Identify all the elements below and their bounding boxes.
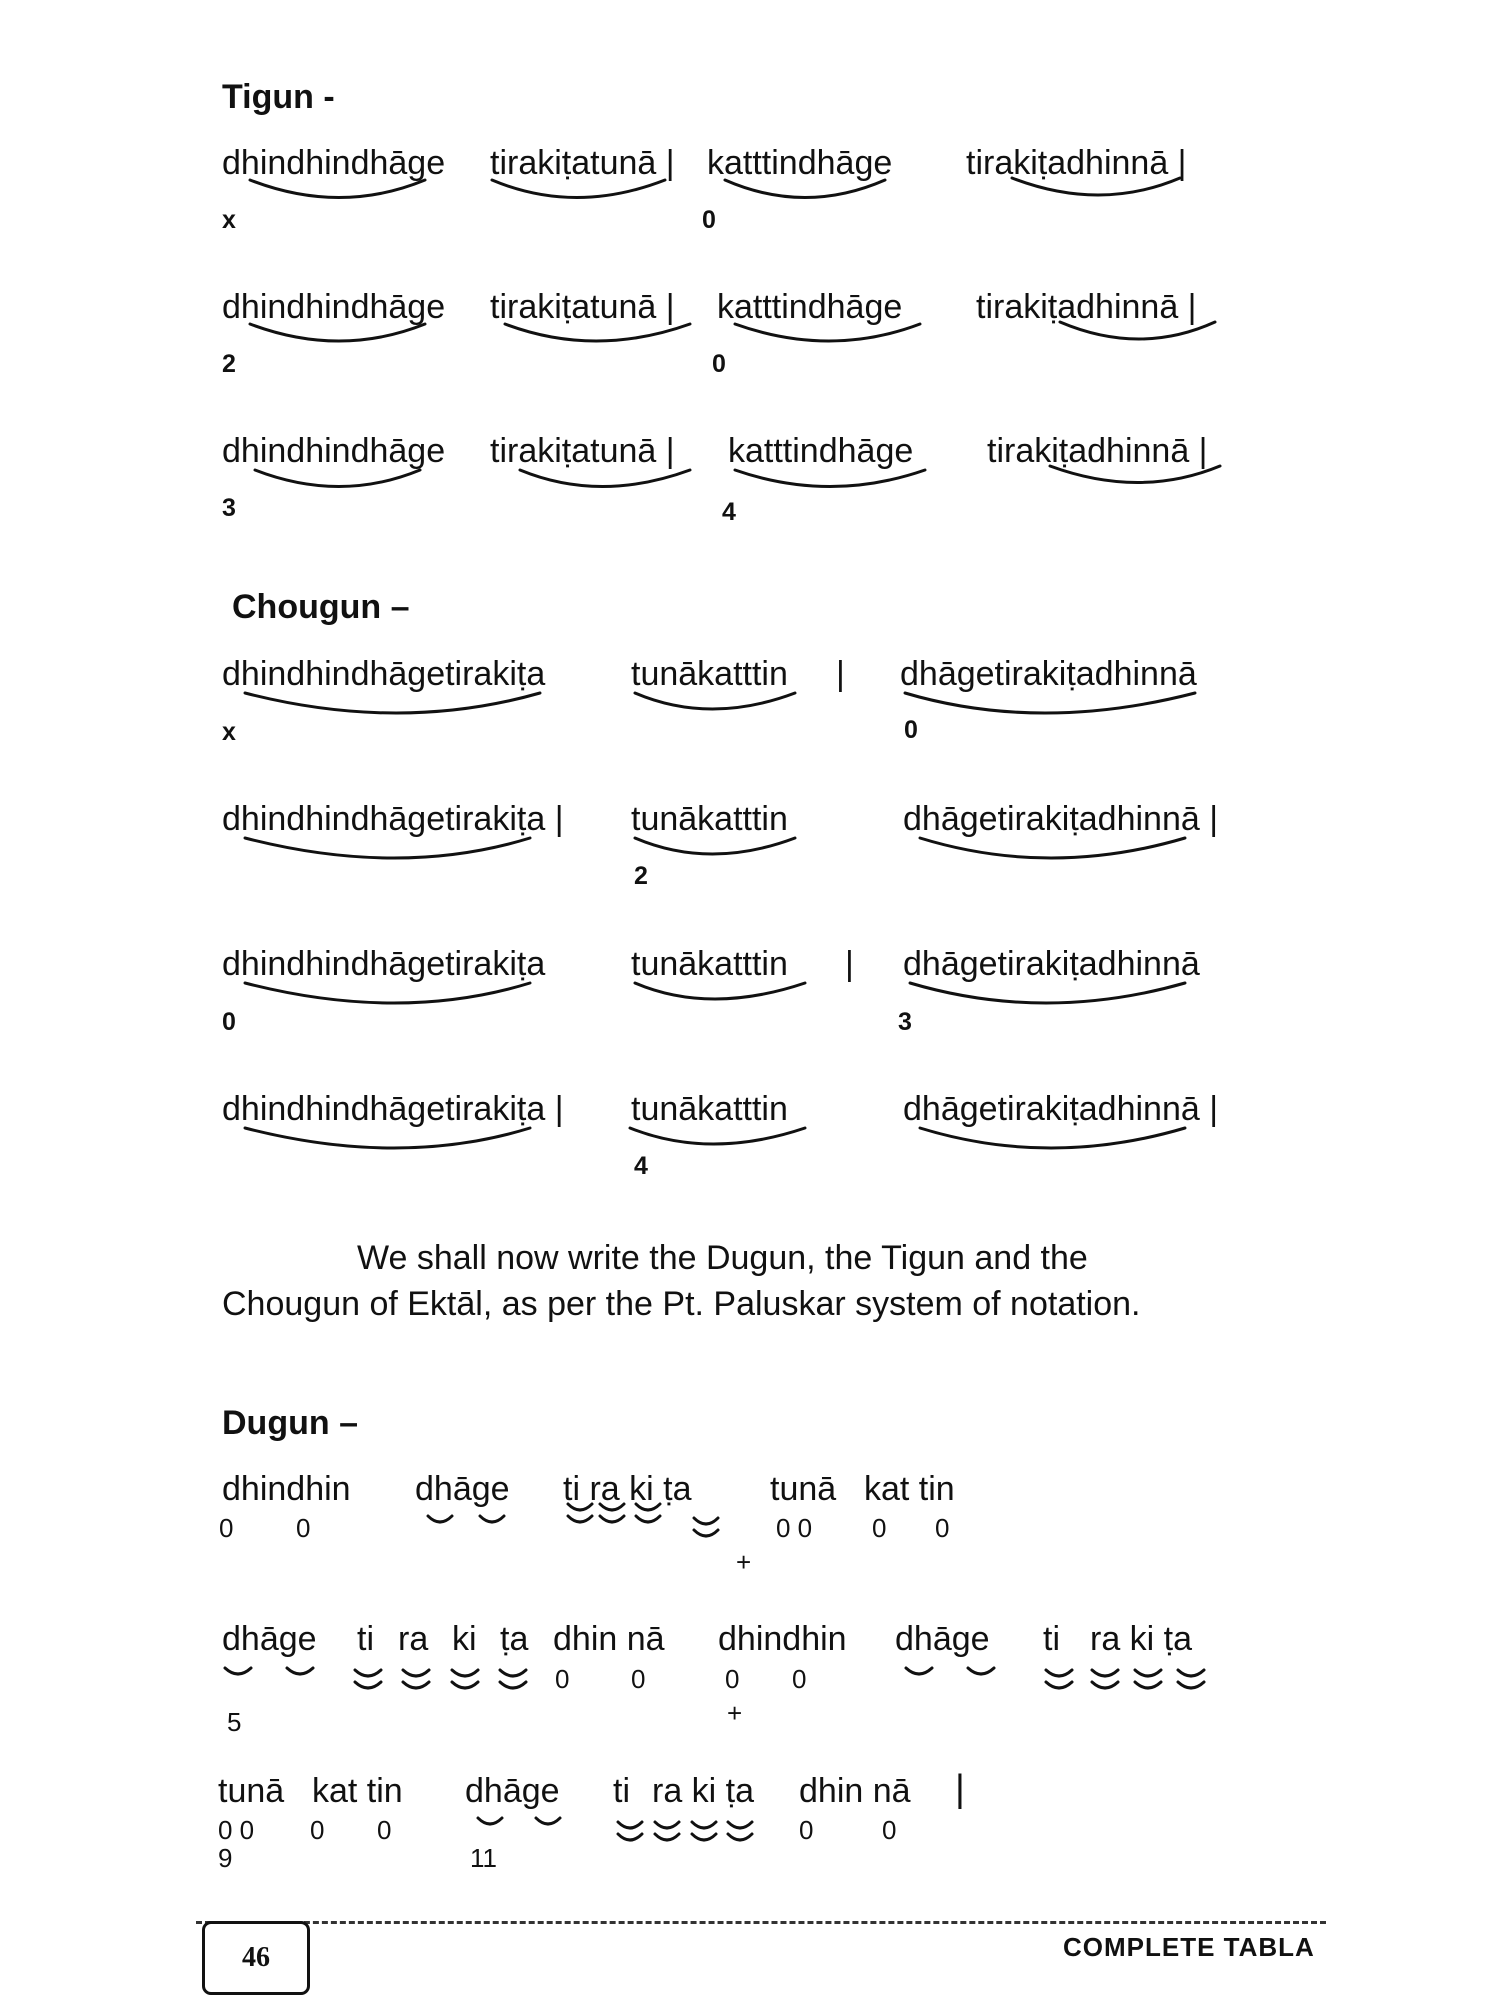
slur-arc — [428, 1516, 452, 1522]
tigun-row3-bol1: dhindhindhāge — [222, 432, 446, 470]
dugun-row2-zero4: 0 — [792, 1664, 807, 1694]
dugun-row3-zero4: 0 — [799, 1815, 814, 1845]
slur-arc — [920, 838, 1185, 858]
slur-arc — [655, 1822, 679, 1828]
slur-arc — [255, 470, 420, 487]
tigun-row3-bol2: tirakiṭatunā | — [490, 432, 675, 470]
slur-arc — [520, 470, 690, 487]
tigun-row2-bol1: dhindhindhāge — [222, 288, 446, 326]
slur-arc — [403, 1670, 429, 1676]
tigun-row3-bol4: tirakiṭadhinnā | — [987, 432, 1208, 470]
chougun-row3-mark1: 0 — [222, 1008, 236, 1036]
slur-arc — [636, 1516, 660, 1522]
tigun-row2-bol2: tirakiṭatunā | — [490, 288, 675, 326]
slur-arc — [728, 1822, 752, 1828]
tigun-row3-mark2: 4 — [722, 498, 736, 526]
dugun-row2-bol6: dhin nā — [553, 1620, 665, 1658]
dugun-row2-zero3: 0 — [725, 1664, 740, 1694]
tigun-row2-mark1: 2 — [222, 350, 236, 378]
slur-arc — [694, 1518, 718, 1524]
dugun-row1-zero4: 0 — [872, 1513, 887, 1543]
dugun-row1-bol2: dhāge — [415, 1470, 510, 1508]
chougun-row3-bol3: dhāgetirakiṭadhinnā — [903, 945, 1200, 983]
dugun-row2-bol3: ra — [398, 1620, 429, 1658]
dugun-row3-zero2: 0 — [310, 1815, 325, 1845]
dugun-row1-bol4: tunā — [770, 1470, 837, 1508]
slur-arc — [1092, 1670, 1118, 1676]
dugun-row1-zero3: 0 0 — [776, 1513, 813, 1543]
dugun-row3-bol4: ti — [613, 1772, 630, 1810]
dugun-row2-mark-5: 5 — [227, 1707, 242, 1737]
tigun-row1-bol1: dhindhindhāge — [222, 144, 446, 182]
slur-arc — [655, 1834, 679, 1840]
tigun-row1-mark2: 0 — [702, 206, 716, 234]
slur-arc — [618, 1822, 642, 1828]
tigun-heading: Tigun - — [222, 78, 335, 116]
chougun-row4-bol1: dhindhindhāgetirakiṭa | — [222, 1090, 564, 1128]
chougun-row3-bar: | — [845, 945, 854, 983]
slur-arc — [905, 693, 1195, 713]
tigun-row1-mark1: x — [222, 206, 236, 234]
chougun-row1-bol2: tunākatttin — [631, 655, 788, 693]
tigun-row1-bol2: tirakiṭatunā | — [490, 144, 675, 182]
tigun-row2-bol4: tirakiṭadhinnā | — [976, 288, 1197, 326]
tigun-row2-mark2: 0 — [712, 350, 726, 378]
dugun-row2-plus: + — [727, 1698, 743, 1728]
slur-arc — [245, 983, 530, 1003]
chougun-row4-bol3: dhāgetirakiṭadhinnā | — [903, 1090, 1219, 1128]
chougun-row1-bol1: dhindhindhāgetirakiṭa — [222, 655, 546, 693]
dugun-row2-bol2: ti — [357, 1620, 374, 1658]
slur-arc — [287, 1668, 313, 1674]
slur-arc — [635, 693, 795, 709]
dugun-row3-bol2: kat tin — [312, 1772, 403, 1810]
slur-arc — [692, 1834, 716, 1840]
dugun-row1-zero2: 0 — [296, 1513, 311, 1543]
paragraph-line2: Chougun of Ektāl, as per the Pt. Paluskar system of notation. — [222, 1285, 1141, 1323]
chougun-row3-mark2: 3 — [898, 1008, 912, 1036]
dugun-row1-bol3: ti ra ki ṭa — [563, 1470, 692, 1508]
dugun-row3-bol6: dhin nā — [799, 1772, 911, 1810]
slur-arc — [906, 1668, 932, 1674]
dugun-row2-bol4: ki — [452, 1620, 477, 1658]
tigun-row3-bol3: katttindhāge — [728, 432, 914, 470]
slur-arc — [600, 1516, 624, 1522]
slur-arc — [500, 1670, 526, 1676]
chougun-row1-mark2: 0 — [904, 716, 918, 744]
slur-arc — [630, 1128, 805, 1144]
slur-arc — [1135, 1682, 1161, 1688]
slur-arc — [245, 693, 540, 713]
book-title: COMPLETE TABLA — [1063, 1932, 1315, 1962]
chougun-row3-bol1: dhindhindhāgetirakiṭa — [222, 945, 546, 983]
slur-arc — [225, 1668, 251, 1674]
chougun-row2-mark1: 2 — [634, 862, 648, 890]
dugun-row3-bol5: ra ki ṭa — [652, 1772, 755, 1810]
chougun-row2-bol1: dhindhindhāgetirakiṭa | — [222, 800, 564, 838]
tigun-row1-bol4: tirakiṭadhinnā | — [966, 144, 1187, 182]
slur-arc — [568, 1516, 592, 1522]
dugun-row3-bar: | — [955, 1768, 965, 1810]
slur-arc — [452, 1682, 478, 1688]
dugun-row3-mark-11: 11 — [470, 1843, 497, 1873]
chougun-row1-bar: | — [836, 655, 845, 693]
chougun-row2-bol3: dhāgetirakiṭadhinnā | — [903, 800, 1219, 838]
slur-arc — [920, 1128, 1185, 1148]
dugun-row3-bol3: dhāge — [465, 1772, 560, 1810]
dugun-row1-zero5: 0 — [935, 1513, 950, 1543]
dugun-row2-bol1: dhāge — [222, 1620, 317, 1658]
footer-divider — [196, 1921, 1326, 1924]
slur-arc — [694, 1530, 718, 1536]
dugun-row2-bol9: ti — [1043, 1620, 1060, 1658]
slur-arc — [403, 1682, 429, 1688]
dugun-row2-zero1: 0 — [555, 1664, 570, 1694]
slur-arc — [452, 1670, 478, 1676]
slur-arc — [245, 1128, 530, 1148]
paragraph-line1: We shall now write the Dugun, the Tigun and the — [357, 1239, 1088, 1277]
chougun-row4-bol2: tunākatttin — [631, 1090, 788, 1128]
dugun-row1-plus: + — [736, 1547, 752, 1577]
dugun-row1-bol1: dhindhin — [222, 1470, 351, 1508]
dugun-row3-zero5: 0 — [882, 1815, 897, 1845]
dugun-row2-bol5: ṭa — [500, 1620, 529, 1658]
slur-arc — [635, 838, 795, 854]
chougun-row1-bol3: dhāgetirakiṭadhinnā — [900, 655, 1197, 693]
chougun-row4-mark1: 4 — [634, 1152, 648, 1180]
slur-arc — [1046, 1670, 1072, 1676]
slur-arc — [478, 1818, 502, 1824]
page-number: 46 — [202, 1921, 310, 1995]
slur-arc — [1092, 1682, 1118, 1688]
slur-arc — [355, 1682, 381, 1688]
slur-arc — [355, 1670, 381, 1676]
dugun-row3-bol1: tunā — [218, 1772, 285, 1810]
slur-arc — [735, 470, 925, 487]
slur-arc — [1178, 1670, 1204, 1676]
slur-arc — [635, 983, 805, 999]
dugun-heading: Dugun – — [222, 1404, 358, 1442]
slur-arc — [618, 1834, 642, 1840]
slur-arc — [536, 1818, 560, 1824]
chougun-row1-mark1: x — [222, 718, 236, 746]
slur-arc — [1135, 1670, 1161, 1676]
dugun-row1-zero1: 0 — [219, 1513, 234, 1543]
dugun-row2-zero2: 0 — [631, 1664, 646, 1694]
slur-arc — [968, 1668, 994, 1674]
chougun-heading: Chougun – — [232, 588, 410, 626]
chougun-row3-bol2: tunākatttin — [631, 945, 788, 983]
slur-arc — [728, 1834, 752, 1840]
slur-arc — [245, 838, 530, 858]
dugun-row3-zero3: 0 — [377, 1815, 392, 1845]
tigun-row3-mark1: 3 — [222, 494, 236, 522]
slur-arc — [1178, 1682, 1204, 1688]
slur-arc — [480, 1516, 504, 1522]
dugun-row2-bol7: dhindhin — [718, 1620, 847, 1658]
dugun-row2-bol10: ra ki ṭa — [1090, 1620, 1193, 1658]
slur-arc — [1046, 1682, 1072, 1688]
slur-arc — [910, 983, 1185, 1003]
dugun-row2-bol8: dhāge — [895, 1620, 990, 1658]
dugun-row3-zero1: 0 0 — [218, 1815, 255, 1845]
chougun-row2-bol2: tunākatttin — [631, 800, 788, 838]
tigun-row1-bol3: katttindhāge — [707, 144, 893, 182]
dugun-row1-bol5: kat tin — [864, 1470, 955, 1508]
tigun-row2-bol3: katttindhāge — [717, 288, 903, 326]
slur-arc — [692, 1822, 716, 1828]
dugun-row3-mark-9: 9 — [218, 1843, 233, 1873]
slur-arc — [500, 1682, 526, 1688]
